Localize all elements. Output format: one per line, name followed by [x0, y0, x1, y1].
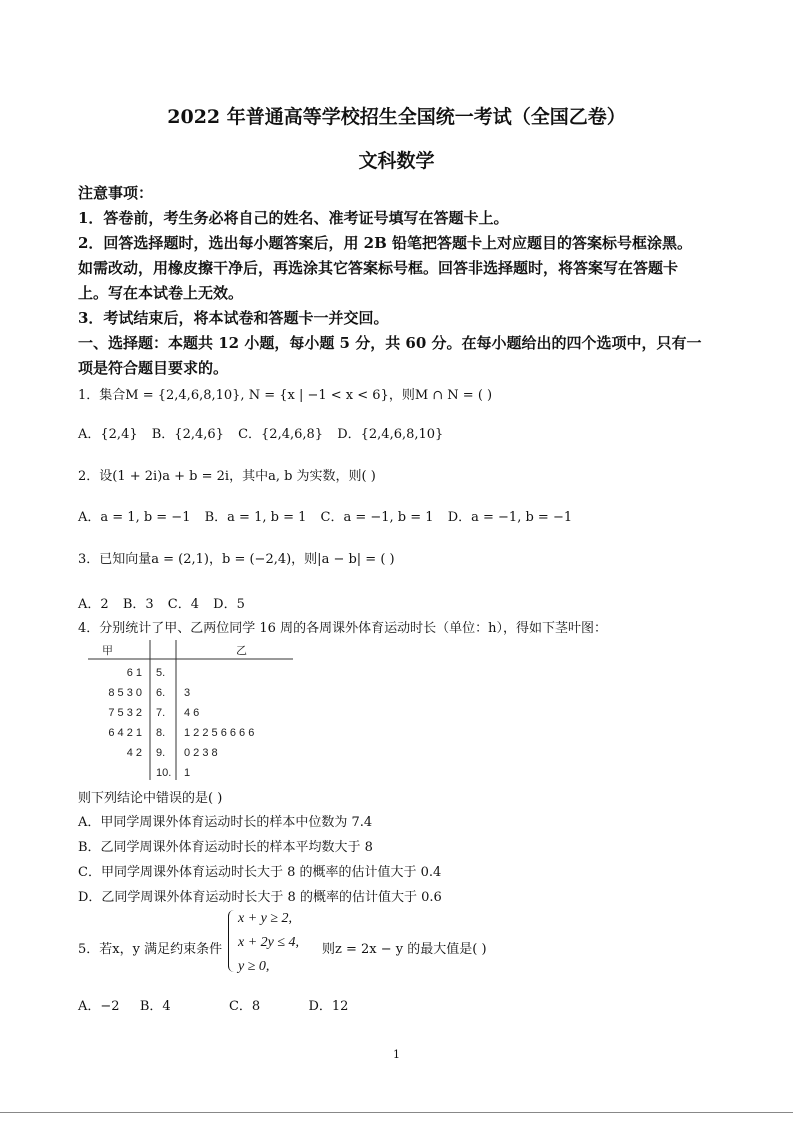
- leaf-left: 8 5 3 0: [108, 687, 142, 699]
- notice-item: 2．回答选择题时，选出每小题答案后，用 2B 铅笔把答题卡上对应题目的答案标号框涂黑。: [78, 234, 693, 252]
- question-5-stem-suffix: 则z = 2x − y 的最大值是( ): [322, 942, 487, 957]
- question-2-stem: 2．设(1 + 2i)a + b = 2i，其中a, b 为实数，则( ): [78, 469, 376, 484]
- question-5-options: [78, 995, 348, 1014]
- option-b: B．3: [122, 597, 154, 612]
- option-c: C．4: [167, 597, 199, 612]
- leaf-right: 3: [184, 687, 191, 699]
- option-c: C．甲同学周课外体育运动时长大于 8 的概率的估计值大于 0.4: [78, 865, 442, 880]
- leaf-right: 1 2 2 5 6 6 6 6: [184, 727, 255, 739]
- question-1-stem: 1．集合M = {2,4,6,8,10}, N = {x | −1 < x < 6}，则M ∩ N = ( ): [78, 388, 493, 403]
- option-b: B．{2,4,6}: [151, 427, 224, 442]
- option-b: B．a = 1, b = 1: [204, 510, 307, 525]
- exam-title: 2022 年普通高等学校招生全国统一考试（全国乙卷）: [167, 106, 626, 128]
- option-d: D．a = −1, b = −1: [447, 510, 573, 525]
- stem: 10.: [156, 767, 172, 779]
- constraint-3: y ≥ 0,: [238, 959, 270, 974]
- question-3-options: [78, 593, 255, 612]
- stem-leaf-plot: [88, 640, 293, 780]
- question-4-stem: 4．分别统计了甲、乙两位同学 16 周的各周课外体育运动时长（单位：h），得如下茎叶图：: [78, 621, 607, 636]
- leaf-right: 1: [184, 767, 191, 779]
- notice-item: 1．答卷前，考生务必将自己的姓名、准考证号填写在答题卡上。: [78, 209, 509, 227]
- section-heading: 一、选择题：本题共 12 小题，每小题 5 分，共 60 分。在每小题给出的四个选项中，只有一: [78, 334, 702, 352]
- stem: 7.: [156, 707, 166, 719]
- constraint-brace: [228, 910, 237, 972]
- option-a: A．2: [78, 597, 109, 612]
- question-4-prompt: 则下列结论中错误的是( ): [78, 791, 223, 806]
- option-a: A．a = 1, b = −1: [78, 510, 191, 525]
- stem-leaf-rows: [108, 667, 254, 779]
- stem: 8.: [156, 727, 166, 739]
- option-c: C．8: [228, 999, 261, 1014]
- page-number: 1: [393, 1048, 400, 1061]
- notice-heading: 注意事项：: [78, 184, 154, 202]
- leaf-right: 4 6: [184, 707, 200, 719]
- leaf-left: 6 1: [126, 667, 142, 679]
- notice-item: 如需改动，用橡皮擦干净后，再选涂其它答案标号框。回答非选择题时，将答案写在答题卡: [78, 259, 679, 277]
- leaf-left: 4 2: [126, 747, 142, 759]
- option-a: A．−2: [78, 999, 120, 1014]
- question-1-options: [78, 423, 453, 442]
- constraint-1: x + y ≥ 2,: [238, 911, 293, 926]
- option-d: D．5: [213, 597, 245, 612]
- notice-item: 上。写在本试卷上无效。: [78, 284, 244, 302]
- stem: 6.: [156, 687, 166, 699]
- option-a: A．{2,4}: [78, 427, 138, 442]
- header-left: 甲: [102, 645, 113, 657]
- option-c: C．{2,4,6,8}: [238, 427, 324, 442]
- stem: 9.: [156, 747, 166, 759]
- exam-subtitle: 文科数学: [358, 150, 435, 172]
- option-b: B．4: [139, 999, 171, 1014]
- option-d: D．12: [308, 999, 349, 1014]
- notice-item: 3．考试结束后，将本试卷和答题卡一并交回。: [78, 309, 389, 327]
- leaf-right: 0 2 3 8: [184, 747, 218, 759]
- option-a: A．甲同学周课外体育运动时长的样本中位数为 7.4: [78, 815, 373, 830]
- stem: 5.: [156, 667, 166, 679]
- header-right: 乙: [236, 645, 247, 657]
- leaf-left: 6 4 2 1: [108, 727, 142, 739]
- option-b: B．乙同学周课外体育运动时长的样本平均数大于 8: [78, 840, 373, 855]
- option-c: C．a = −1, b = 1: [320, 510, 434, 525]
- option-d: D．{2,4,6,8,10}: [337, 427, 444, 442]
- page-bottom-rule: [0, 1112, 793, 1113]
- question-5-stem-prefix: 5．若x，y 满足约束条件: [78, 942, 223, 957]
- section-heading-cont: 项是符合题目要求的。: [78, 359, 229, 377]
- option-d: D．乙同学周课外体育运动时长大于 8 的概率的估计值大于 0.6: [78, 890, 442, 905]
- constraint-2: x + 2y ≤ 4,: [238, 935, 300, 950]
- question-3-stem: 3．已知向量a = (2,1)，b = (−2,4)，则|a − b| = ( ): [78, 552, 395, 567]
- leaf-left: 7 5 3 2: [108, 707, 142, 719]
- question-2-options: [78, 506, 582, 525]
